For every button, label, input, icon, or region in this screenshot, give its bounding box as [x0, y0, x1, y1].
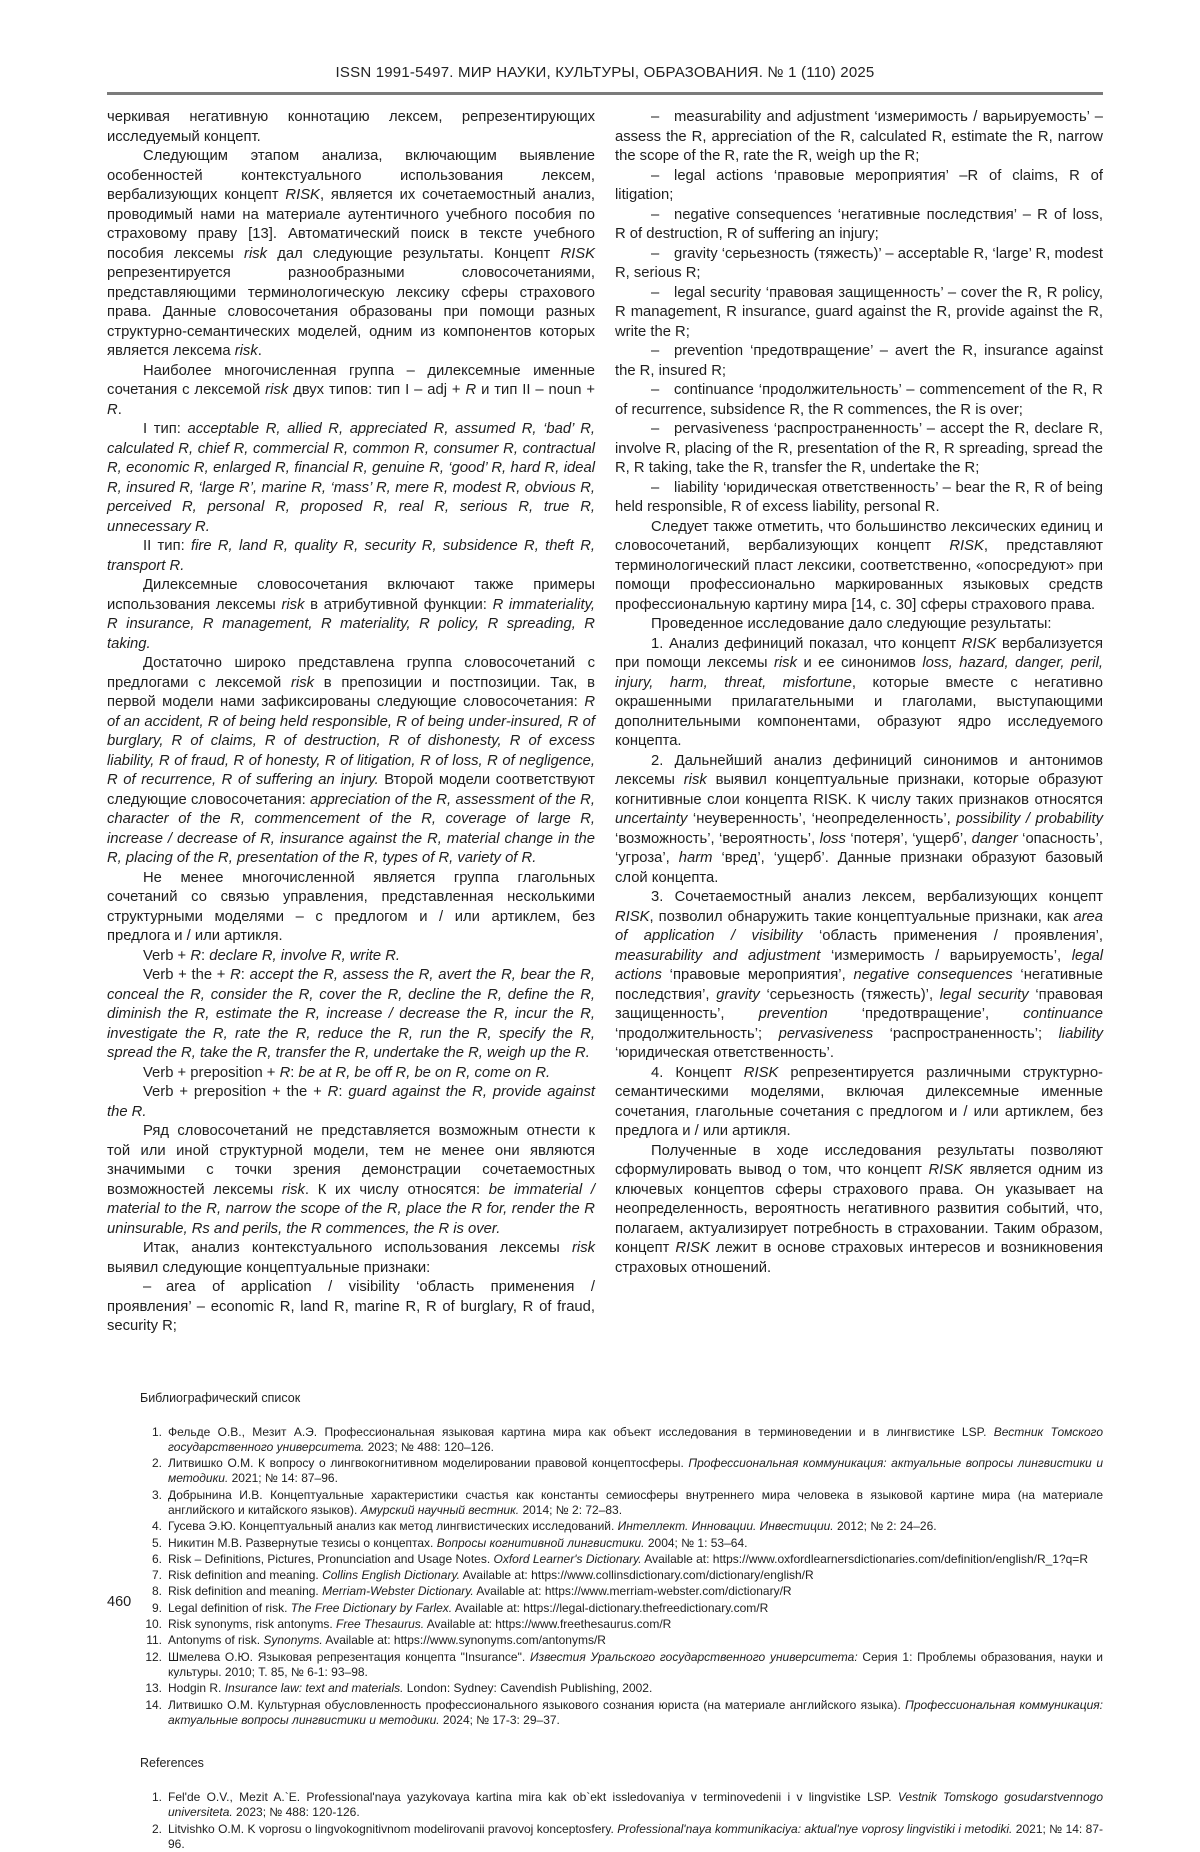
paragraph	[615, 615, 1103, 635]
reference-number: 2.	[151, 1821, 162, 1836]
paragraph	[615, 284, 1103, 343]
reference-number: 1.	[151, 1790, 162, 1805]
reference-item	[140, 1790, 1103, 1821]
italic-text-run: R	[279, 1064, 291, 1081]
text-run: :	[290, 1064, 299, 1081]
text-run: ‘измеримость / варьируемость’,	[820, 947, 1072, 964]
right-column	[615, 108, 1103, 1337]
italic-text-run: Интеллект. Инновации. Инвестиции.	[617, 1519, 834, 1534]
italic-text-run: acceptable R, allied R, appreciated R, assumed R, ‘bad’ R, calculated R, chief R, commercial R, common R, consumer R, contractual R, economic R, enlarged R, financial R, genuine R, ‘good’ R, hard R, ideal R, insured R, ‘large R’, marine R, ‘mass’ R, mere R, modest R, obvious R, perceived R, personal R, proposed R, real R, serious R, true R, unnecessary R.	[107, 421, 596, 535]
reference-item	[140, 1633, 1103, 1648]
italic-text-run: appreciation of the R, assessment of the R, character of the R, commencement of the R, coverage of large R, increase / decrease of R, insurance against the R, material change in the R, placing of the R, presentation of the R, types of R, variety of R.	[107, 791, 595, 866]
text-run: Available at: https://www.merriam-webster.com/dictionary/R	[473, 1584, 792, 1599]
paragraph	[107, 1122, 595, 1239]
text-run: и ее синонимов	[796, 655, 923, 671]
reference-number: 4.	[151, 1519, 162, 1534]
text-run: Risk synonyms, risk antonyms.	[168, 1617, 337, 1632]
references-section	[107, 1756, 1103, 1852]
text-run: Available at: https://www.oxfordlearnersdictionaries.com/definition/english/R_1?q=R	[641, 1551, 1088, 1566]
text-run: и тип II – noun +	[476, 382, 595, 398]
text-run: ‘неуверенность’, ‘неопределенность’,	[687, 811, 957, 827]
text-run: .	[257, 343, 262, 359]
text-run: 2024; № 17-3: 29–37.	[439, 1712, 560, 1727]
paragraph	[615, 1142, 1103, 1279]
reference-item	[140, 1488, 1103, 1519]
text-run: 4. Концепт	[651, 1064, 744, 1081]
reference-number: 11.	[146, 1633, 162, 1648]
text-run: :	[240, 967, 250, 983]
paragraph	[615, 420, 1103, 479]
reference-text	[168, 1568, 814, 1582]
reference-text	[168, 1698, 1103, 1727]
italic-text-run: Известия Уральского государственного университета:	[529, 1649, 858, 1664]
reference-text	[168, 1584, 792, 1598]
text-run: в препозиции и постпозиции. Так, в первой модели нами зафиксированы следующие словосочетания:	[107, 674, 595, 710]
paragraph	[615, 245, 1103, 284]
italic-text-run: Synonyms.	[263, 1633, 323, 1648]
italic-text-run: risk	[281, 1181, 305, 1198]
italic-text-run: RISK	[949, 538, 984, 554]
italic-text-run: The Free Dictionary by Farlex.	[290, 1600, 453, 1615]
text-run: Antonyms of risk.	[168, 1633, 264, 1648]
text-run: Verb +	[143, 947, 191, 964]
text-run: Ряд словосочетаний не представляется возможным отнести к той или иной структурной модели, тем не менее они являются значимыми с точки зрения демонстрации сочетаемостных возможностей лексемы	[107, 1123, 595, 1198]
text-run: – area of application / visibility ‘область применения / проявления’ – economic R, land R, marine R, R of burglary, R of fraud, security R;	[107, 1279, 595, 1334]
paragraph	[615, 1064, 1103, 1142]
text-run: Никитин М.В. Развернутые тезисы о концептах.	[168, 1535, 437, 1550]
text-run: – negative consequences ‘негативные последствия’ – R of loss, R of destruction, R of suffering an injury;	[615, 206, 1103, 242]
bibliography-title: Библиографический список	[140, 1390, 301, 1405]
text-run: ‘распространенность’;	[873, 1025, 1059, 1042]
italic-text-run: Professional'naya kommunikaciya: aktual'nye voprosy lingvistiki i metodiki.	[617, 1821, 1013, 1836]
reference-number: 6.	[151, 1551, 162, 1566]
text-run: Risk definition and meaning.	[168, 1568, 323, 1583]
text-run: Verb + preposition + the +	[143, 1084, 328, 1100]
text-run: репрезентируется разнообразными словосочетаниями, представляющими терминологическую лексику сферы страхового права. Данные словосочетания образованы при помощи разных структурно-семантических моделей, одним из компонентов которых является лексема	[107, 265, 595, 359]
italic-text-run: continuance	[1023, 1006, 1103, 1022]
italic-text-run: area of application / visibility	[615, 908, 1103, 944]
italic-text-run: R	[107, 401, 118, 418]
reference-number: 5.	[151, 1535, 162, 1550]
reference-text	[168, 1536, 747, 1550]
text-run: – legal actions ‘правовые мероприятия’ –R of claims, R of litigation;	[615, 167, 1103, 203]
journal-issn-line: ISSN 1991-5497. МИР НАУКИ, КУЛЬТУРЫ, ОБРАЗОВАНИЯ. № 1 (110) 2025	[335, 64, 875, 81]
reference-item	[140, 1425, 1103, 1456]
text-run: Литвишко О.М. Культурная обусловленность профессионального языкового сознания юриста (на материале английского языка).	[168, 1697, 906, 1712]
text-run: :	[201, 947, 210, 964]
text-run: ‘возможность’, ‘вероятность’,	[615, 830, 820, 847]
reference-item	[140, 1681, 1103, 1696]
paragraph	[107, 537, 595, 576]
text-run: Следует также отметить, что большинство лексических единиц и словосочетаний, вербализующих концепт	[615, 518, 1103, 554]
text-run: Следующим этапом анализа, включающим выявление особенностей контекстуального использования лексем, вербализующих концепт	[107, 148, 595, 203]
italic-text-run: liability	[1058, 1025, 1103, 1042]
italic-text-run: RISK	[615, 908, 650, 925]
reference-item	[140, 1519, 1103, 1534]
paragraph	[615, 888, 1103, 1064]
text-run: в атрибутивной функции:	[304, 596, 493, 613]
text-run: 2023; № 488: 120–126.	[364, 1439, 495, 1454]
page-header	[107, 0, 1103, 95]
reference-number: 7.	[151, 1568, 162, 1583]
italic-text-run: R	[327, 1084, 339, 1100]
italic-text-run: Merriam-Webster Dictionary.	[322, 1584, 474, 1599]
reference-item	[140, 1552, 1103, 1567]
text-run: 3. Сочетаемостный анализ лексем, вербализующих концепт	[651, 889, 1103, 905]
italic-text-run: RISK	[560, 245, 596, 262]
italic-text-run: Insurance law: text and materials.	[224, 1681, 404, 1696]
text-run: ‘негативные последствия’,	[615, 967, 1104, 1003]
italic-text-run: negative consequences	[853, 967, 1013, 983]
italic-text-run: loss	[819, 830, 846, 847]
paragraph	[107, 108, 595, 147]
paragraph	[107, 1083, 595, 1122]
italic-text-run: possibility / probability	[956, 811, 1103, 827]
italic-text-run: risk	[773, 655, 797, 671]
text-run: 2021; № 14: 87-96.	[168, 1821, 1103, 1852]
italic-text-run: Профессиональная коммуникация: актуальные вопросы лингвистики и методики.	[168, 1456, 1103, 1486]
text-run: ‘продолжительность’;	[615, 1025, 779, 1042]
reference-text	[168, 1425, 1103, 1454]
text-run: ‘область применения / проявления’,	[802, 928, 1103, 944]
reference-text	[168, 1681, 652, 1695]
text-run: Наиболее многочисленная группа – дилексемные именные сочетания с лексемой	[107, 362, 595, 398]
reference-number: 12.	[145, 1649, 162, 1664]
text-run: дал следующие результаты. Концепт	[267, 245, 561, 262]
reference-number: 8.	[151, 1584, 162, 1599]
italic-text-run: RISK	[928, 1162, 964, 1178]
italic-text-run: risk	[281, 596, 305, 613]
text-run: Available at: https://legal-dictionary.thefreedictionary.com/R	[452, 1600, 769, 1615]
text-run: ‘вред’, ‘ущерб’. Данные признаки образуют базовый слой концепта.	[615, 850, 1103, 886]
italic-text-run: risk	[683, 772, 707, 788]
italic-text-run: uncertainty	[615, 811, 688, 827]
reference-item	[140, 1650, 1103, 1681]
paragraph	[615, 167, 1103, 206]
text-run: 2021; № 14: 87–96.	[228, 1471, 338, 1486]
article-body	[107, 108, 1103, 1337]
italic-text-run: Вестник Томского государственного университета.	[168, 1424, 1104, 1454]
text-run: Legal definition of risk.	[168, 1600, 291, 1615]
references-title: References	[140, 1756, 204, 1771]
paragraph	[107, 420, 595, 537]
text-run: Добрынина И.В. Концептуальные характеристики счастья как константы семиосферы внутреннего мира человека в языковой картине мира (на материале английского и китайского языков).	[168, 1487, 1103, 1517]
reference-text	[168, 1488, 1103, 1517]
italic-text-run: harm	[678, 850, 713, 866]
text-run: выявил концептуальные признаки, которые образуют когнитивные слои концепта RISK. К числу таких признаков относятся	[615, 772, 1103, 808]
paragraph	[107, 1239, 595, 1278]
text-run: Фельде О.В., Мезит А.Э. Профессиональная языковая картина мира как объект исследования в терминоведении и в лингвистике LSP.	[168, 1424, 994, 1439]
italic-text-run: legal security	[939, 986, 1029, 1003]
italic-text-run: accept the R, assess the R, avert the R, bear the R, conceal the R, consider the R, cover the R, decline the R, define the R, diminish the R, estimate the R, increase / decrease the R, incur the R, investigate the R, rate the R, reduce the R, run the R, specify the R, spread the R, take the R, transfer the R, undertake the R, weigh up the R.	[107, 967, 595, 1061]
reference-number: 9.	[151, 1600, 162, 1615]
text-run: Полученные в ходе исследования результаты позволяют сформулировать вывод о том, что концепт	[615, 1142, 1103, 1178]
paragraph	[615, 752, 1103, 889]
paragraph	[615, 479, 1103, 518]
italic-text-run: declare R, involve R, write R.	[209, 947, 401, 964]
reference-item	[140, 1698, 1103, 1729]
text-run: Fel'de O.V., Mezit A.`E. Professional'naya yazykovaya kartina mira kak ob`ekt issledovaniya v terminovedenii i v lingvistike LSP.	[168, 1790, 898, 1805]
text-run: 2023; № 488: 120-126.	[232, 1805, 360, 1820]
reference-text	[168, 1822, 1103, 1851]
text-run: ‘правовая защищенность’,	[615, 986, 1104, 1022]
text-run: Available at: https://www.synonyms.com/antonyms/R	[322, 1633, 606, 1648]
references-list	[140, 1790, 1103, 1852]
text-run: Available at: https://www.freethesaurus.com/R	[424, 1617, 672, 1632]
paragraph	[107, 654, 595, 869]
italic-text-run: risk	[571, 1240, 595, 1256]
left-column	[107, 108, 595, 1337]
italic-text-run: be at R, be off R, be on R, come on R.	[298, 1064, 551, 1081]
paragraph	[615, 518, 1103, 616]
text-run: – legal security ‘правовая защищенность’ – cover the R, R policy, R management, R insurance, guard against the R, provide against the R, write the R;	[615, 284, 1103, 340]
paragraph	[107, 147, 595, 362]
reference-number: 14.	[145, 1697, 162, 1712]
italic-text-run: RISK	[675, 1240, 710, 1256]
italic-text-run: R	[190, 947, 201, 964]
text-run: Дилексемные словосочетания включают также примеры использования лексемы	[107, 577, 595, 613]
reference-text	[168, 1633, 606, 1647]
text-run: Litvishko O.M. K voprosu o lingvokognitivnom modelirovanii pravovoj konceptosfery.	[168, 1821, 618, 1836]
reference-text	[168, 1601, 768, 1615]
bibliography-section	[107, 1391, 1103, 1729]
text-run: .	[117, 401, 122, 418]
text-run: ‘опасность’, ‘угроза’,	[615, 830, 1103, 866]
paragraph	[615, 342, 1103, 381]
text-run: 2. Дальнейший анализ дефиниций синонимов и антонимов лексемы	[615, 752, 1103, 788]
text-run: Литвишко О.М. К вопросу о лингвокогнитивном моделировании правовой концептосферы.	[168, 1456, 689, 1471]
text-run: Risk definition and meaning.	[168, 1584, 323, 1599]
italic-text-run: risk	[244, 245, 268, 262]
italic-text-run: guard against the R, provide against the R.	[107, 1084, 595, 1120]
italic-text-run: R	[230, 967, 241, 983]
reference-text	[168, 1617, 671, 1631]
reference-item	[140, 1584, 1103, 1599]
italic-text-run: risk	[234, 343, 258, 359]
paragraph	[107, 869, 595, 947]
italic-text-run: risk	[291, 674, 315, 691]
italic-text-run: be immaterial / material to the R, narrow the scope of the R, place the R for, render the R uninsurable, Rs and perils, the R commences, the R is over.	[107, 1181, 595, 1237]
text-run: вербализуется при помощи лексемы	[615, 635, 1103, 671]
text-run: 2014; № 2: 72–83.	[519, 1502, 623, 1517]
italic-text-run: fire R, land R, quality R, security R, subsidence R, theft R, transport R.	[107, 538, 595, 574]
text-run: репрезентируется различными структурно-семантическими моделями, включая дилексемные именные сочетания, глагольные сочетания с предлогом и / или артиклем, без предлога и / или артикля.	[615, 1064, 1103, 1139]
text-run: I тип:	[143, 421, 188, 437]
paragraph	[107, 966, 595, 1064]
text-run: ‘серьезность (тяжесть)’,	[759, 986, 940, 1003]
paragraph	[615, 635, 1103, 752]
text-run: , является их сочетаемостный анализ, проводимый нами на материале аутентичного учебного пособия по страховому праву [13]. Автоматический поиск в тексте учебного пособия лексемы	[107, 187, 595, 262]
reference-item	[140, 1601, 1103, 1616]
text-run: Не менее многочисленной является группа глагольных сочетаний со связью управления, представленная несколькими структурными моделями – с предлогом и / или артиклем, без предлога и / или артикля.	[107, 869, 595, 944]
text-run: Второй модели соответствуют следующие словосочетания:	[107, 772, 595, 808]
italic-text-run: RISK	[743, 1064, 779, 1081]
italic-text-run: legal actions	[615, 947, 1103, 983]
reference-item	[140, 1822, 1103, 1852]
text-run: – prevention ‘предотвращение’ – avert the R, insurance against the R, insured R;	[615, 343, 1103, 379]
reference-item	[140, 1536, 1103, 1551]
reference-item	[140, 1568, 1103, 1583]
text-run: черкивая негативную коннотацию лексем, репрезентирующих исследуемый концепт.	[107, 109, 595, 145]
text-run: 2012; № 2: 24–26.	[833, 1519, 937, 1534]
italic-text-run: Профессиональная коммуникация: актуальные вопросы лингвистики и методики.	[168, 1697, 1103, 1727]
paragraph	[615, 108, 1103, 167]
text-run: является одним из ключевых концептов сферы страхового права. Он указывает на неопределенность, вероятность негативного развития событий, что, полагаем, актуализирует потребность в страховании. Таким образом, концепт	[615, 1162, 1103, 1256]
text-run: – measurability and adjustment ‘измеримость / варьируемость’ – assess the R, appreciation of the R, calculated R, estimate the R, narrow the scope of the R, rate the R, weigh up the R;	[615, 109, 1103, 164]
text-run: Risk – Definitions, Pictures, Pronunciation and Usage Notes.	[168, 1551, 494, 1566]
italic-text-run: gravity	[716, 986, 760, 1003]
italic-text-run: Амурский научный вестник.	[360, 1502, 520, 1517]
text-run: , позволил обнаружить такие концептуальные признаки, как	[649, 908, 1074, 925]
text-run: Hodgin R.	[168, 1681, 225, 1696]
italic-text-run: measurability and adjustment	[615, 947, 821, 964]
reference-text	[168, 1552, 1088, 1566]
paragraph	[107, 576, 595, 654]
text-run: , представляют терминологический пласт лексики, соответственно, «опосредуют» при помощи профессионально маркированных языковых средств профессиональную картину мира [14, с. 30] сферы страхового права.	[615, 538, 1103, 613]
text-run: Verb + preposition +	[143, 1064, 280, 1081]
text-run: London: Sydney: Cavendish Publishing, 2002.	[403, 1681, 653, 1696]
header-rule	[107, 92, 1103, 95]
reference-number: 3.	[151, 1487, 162, 1502]
paragraph	[615, 206, 1103, 245]
text-run: Verb + the +	[143, 967, 231, 983]
text-run: – pervasiveness ‘распространенность’ – accept the R, declare R, involve R, placing of the R, presentation of the R, R spreading, spread the R, R taking, take the R, transfer the R, undertake the R;	[615, 421, 1103, 476]
paragraph	[107, 947, 595, 967]
text-run: Итак, анализ контекстуального использования лексемы	[143, 1240, 572, 1256]
italic-text-run: Oxford Learner's Dictionary.	[493, 1551, 642, 1566]
text-run: лежит в основе страховых интересов и возникновения страховых отношений.	[615, 1240, 1103, 1276]
reference-item	[140, 1617, 1103, 1632]
italic-text-run: pervasiveness	[778, 1025, 874, 1042]
text-run: Available at: https://www.collinsdictionary.com/dictionary/english/R	[459, 1568, 814, 1583]
text-run: ‘юридическая ответственность’.	[615, 1045, 834, 1061]
italic-text-run: danger	[971, 830, 1018, 847]
paragraph	[107, 1278, 595, 1337]
text-run: , которые вместе с негативно окрашенными прилагательными и глаголами, выступающими дополнительными компонентами, образуют ядро исследуемого концепта.	[615, 674, 1103, 749]
text-run: – continuance ‘продолжительность’ – commencement of the R, R of recurrence, subsidence R, the R commences, the R is over;	[615, 382, 1103, 418]
text-run: двух типов: тип I – adj +	[288, 382, 466, 398]
italic-text-run: prevention	[758, 1006, 828, 1022]
reference-text	[168, 1790, 1103, 1819]
text-run: – gravity ‘серьезность (тяжесть)’ – acceptable R, ‘large’ R, modest R, serious R;	[615, 245, 1103, 281]
reference-number: 1.	[151, 1424, 162, 1439]
page-number: 460	[107, 1594, 132, 1610]
text-run: :	[338, 1084, 349, 1100]
italic-text-run: R immateriality, R insurance, R management, R materiality, R policy, R spreading, R taking.	[107, 596, 595, 652]
text-run: 1. Анализ дефиниций показал, что концепт	[651, 635, 962, 652]
text-run: ‘потеря’, ‘ущерб’,	[845, 830, 972, 847]
reference-number: 10.	[145, 1617, 162, 1632]
italic-text-run: Vestnik Tomskogo gosudarstvennogo universiteta.	[168, 1790, 1103, 1820]
text-run: Проведенное исследование дало следующие результаты:	[651, 616, 1052, 632]
reference-text	[168, 1650, 1103, 1679]
text-run: – liability ‘юридическая ответственность’ – bear the R, R of being held responsible, R of excess liability, personal R.	[615, 479, 1103, 515]
text-run: 2004; № 1: 53–64.	[644, 1535, 748, 1550]
reference-number: 13.	[145, 1681, 162, 1696]
italic-text-run: R	[465, 382, 477, 398]
reference-text	[168, 1456, 1103, 1485]
italic-text-run: Free Thesaurus.	[336, 1617, 425, 1632]
text-run: ‘правовые мероприятия’,	[661, 967, 854, 983]
italic-text-run: R of an accident, R of being held responsible, R of being under-insured, R of burglary, R of claims, R of destruction, R of dishonesty, R of excess liability, R of fraud, R of honesty, R of litigation, R of loss, R of negligence, R of recurrence, R of suffering an injury.	[107, 694, 595, 788]
text-run: Достаточно широко представлена группа словосочетаний с предлогами с лексемой	[107, 655, 595, 691]
paragraph	[615, 381, 1103, 420]
text-run: ‘предотвращение’,	[827, 1006, 1024, 1022]
text-run: II тип:	[143, 538, 191, 554]
italic-text-run: Вопросы когнитивной лингвистики.	[436, 1535, 645, 1550]
text-run: Шмелева О.Ю. Языковая репрезентация концепта "Insurance".	[168, 1649, 530, 1664]
italic-text-run: risk	[265, 382, 289, 398]
reference-text	[168, 1519, 937, 1533]
paragraph	[107, 362, 595, 421]
italic-text-run: loss, hazard, danger, peril, injury, harm, threat, misfortune	[615, 655, 1103, 691]
reference-number: 2.	[151, 1456, 162, 1471]
italic-text-run: RISK	[285, 187, 320, 203]
italic-text-run: Collins English Dictionary.	[322, 1568, 460, 1583]
text-run: выявил следующие концептуальные признаки:	[107, 1259, 431, 1276]
text-run: Гусева Э.Ю. Концептуальный анализ как метод лингвистических исследований.	[168, 1519, 618, 1534]
reference-item	[140, 1456, 1103, 1487]
italic-text-run: RISK	[961, 635, 997, 652]
text-run: . К их числу относятся:	[304, 1181, 489, 1198]
paragraph	[107, 1064, 595, 1084]
text-run: Серия 1: Проблемы образования, науки и культуры. 2010; Т. 85, № 6-1: 93–98.	[168, 1649, 1103, 1679]
bibliography-list	[140, 1425, 1103, 1729]
